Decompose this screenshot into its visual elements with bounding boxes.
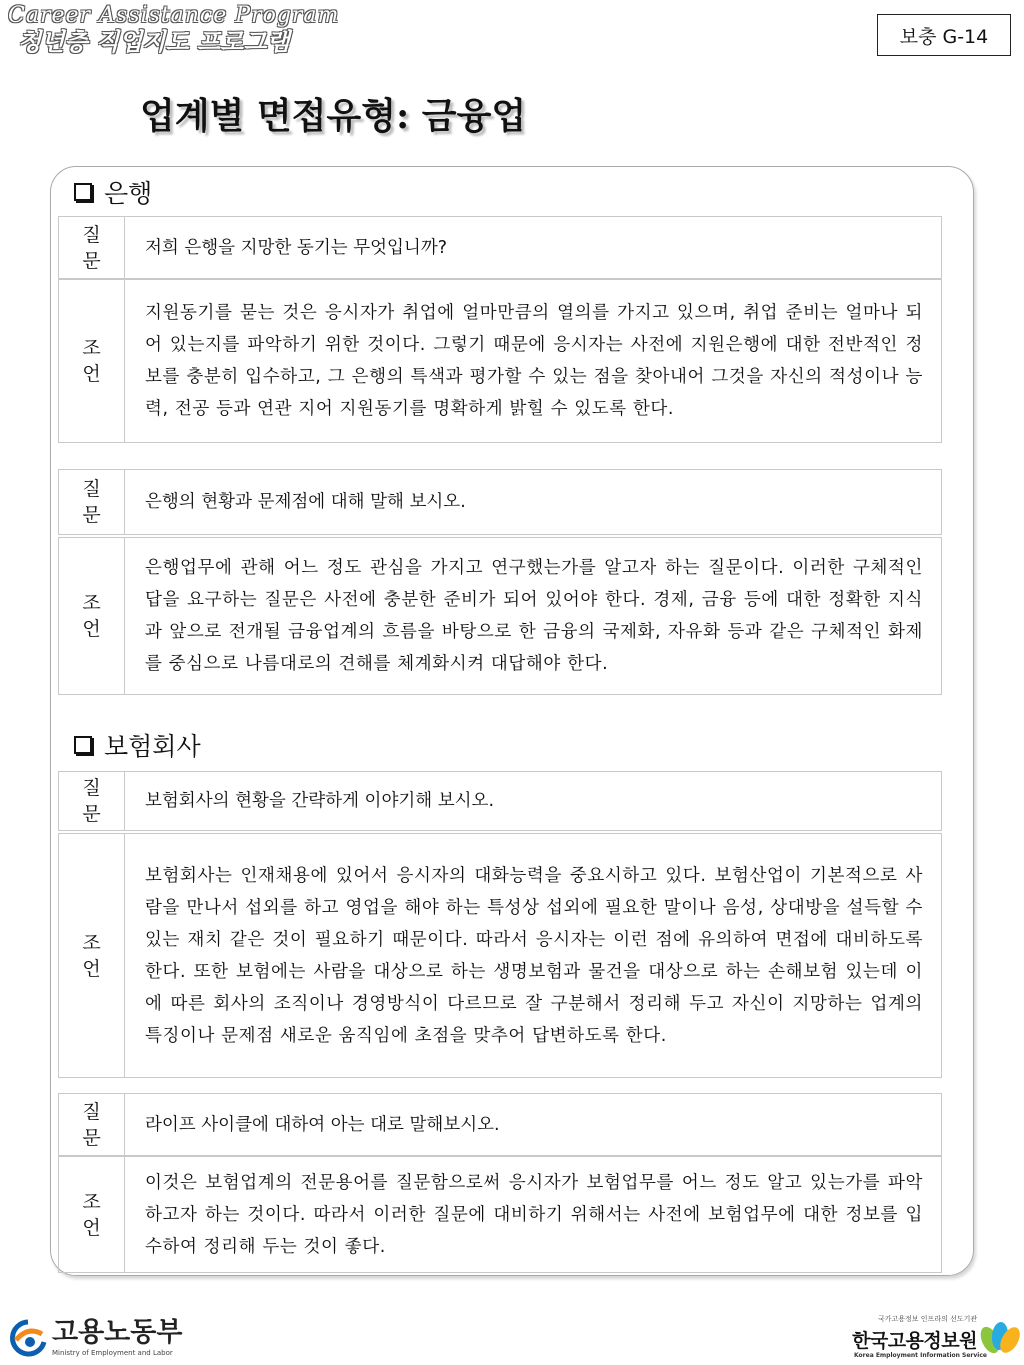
program-brand — [8, 4, 339, 56]
question-label: 질 문 — [59, 1094, 125, 1155]
keis-name: 한국고용정보원 — [852, 1330, 977, 1352]
advice-label: 조 언 — [59, 538, 125, 694]
question-label: 질 문 — [59, 217, 125, 278]
question-text: 보험회사의 현황을 간략하게 이야기해 보시오. — [145, 791, 495, 811]
keis-emblem-icon — [976, 1318, 1022, 1358]
section-heading-text: 은행 — [104, 179, 153, 208]
keis-name-english: Korea Employment Information Service — [854, 1352, 987, 1359]
advice-row — [58, 537, 942, 695]
question-row — [58, 1093, 942, 1156]
moel-logo-group — [8, 1318, 182, 1358]
question-row — [58, 771, 942, 831]
advice-text: 이것은 보험업계의 전문용어를 질문함으로써 응시자가 보험업무를 어느 정도 알고 있는가를 파악하고자 하는 것이다. 따라서 이러한 질문에 대비하기 위해서는 사전에 보험업무에 대한 정보를 입수하여 정리해 두는 것이 좋다. — [145, 1172, 923, 1257]
checkbox-square-icon — [74, 183, 92, 201]
advice-label: 조 언 — [59, 280, 125, 442]
keis-tagline: 국가고용정보 인프라의 선도기관 — [878, 1315, 978, 1323]
advice-label: 조 언 — [59, 834, 125, 1077]
question-text: 라이프 사이클에 대하여 아는 대로 말해보시오. — [145, 1114, 500, 1135]
question-label: 질 문 — [59, 772, 125, 830]
moel-name-english: Ministry of Employment and Labor — [52, 1349, 173, 1357]
advice-label: 조 언 — [59, 1157, 125, 1272]
question-row — [58, 216, 942, 279]
advice-row — [58, 833, 942, 1078]
advice-text: 은행업무에 관해 어느 정도 관심을 가지고 연구했는가를 알고자 하는 질문이다. 이러한 구체적인 답을 요구하는 질문은 사전에 충분한 준비가 되어 있어야 한다. 경제, 금융 등에 대한 정확한 지식과 앞으로 전개될 금융업계의 흐름을 바탕으로 한 금융의 국제화, 자유화 등과 같은 구체적인 화제를 중심으로 나름대로의 견해를 체계화시켜 대답해야 한다. — [145, 558, 923, 674]
document-code-badge: 보충 G-14 — [877, 14, 1011, 56]
checkbox-square-icon — [74, 736, 92, 754]
section-heading-insurance — [74, 727, 201, 763]
advice-row — [58, 279, 942, 443]
section-heading-bank — [74, 174, 152, 210]
moel-emblem-icon — [8, 1318, 48, 1358]
page-title: 업계별 면접유형: 금융업 — [140, 95, 527, 137]
keis-logo-group — [850, 1312, 1024, 1362]
advice-row — [58, 1156, 942, 1273]
brand-english: Career Assistance Program — [8, 3, 340, 28]
brand-korean: 청년층 직업지도 프로그램 — [18, 28, 290, 56]
question-text: 은행의 현황과 문제점에 대해 말해 보시오. — [145, 492, 466, 512]
question-row — [58, 469, 942, 535]
advice-text: 지원동기를 묻는 것은 응시자가 취업에 얼마만큼의 열의를 가지고 있으며, 취업 준비는 얼마나 되어 있는지를 파악하기 위한 것이다. 그렇기 때문에 응시자는 사전에 지원은행에 대한 전반적인 정보를 충분히 입수하고, 그 은행의 특색과 평가할 수 있는 점을 찾아내어 그것을 자신의 적성이나 능력, 전공 등과 연관 지어 지원동기를 명확하게 밝힐 수 있도록 한다. — [145, 303, 923, 419]
question-label: 질 문 — [59, 470, 125, 534]
question-text: 저희 은행을 지망한 동기는 무엇입니까? — [145, 237, 448, 258]
advice-text: 보험회사는 인재채용에 있어서 응시자의 대화능력을 중요시하고 있다. 보험산업이 기본적으로 사람을 만나서 섭외를 하고 영업을 해야 하는 특성상 섭외에 필요한 말이나 음성, 상대방을 설득할 수 있는 재치 같은 것이 필요하기 때문이다. 따라서 응시자는 이런 점에 유의하여 면접에 대비하도록 한다. 또한 보험에는 사람을 대상으로 하는 생명보험과 물건을 대상으로 하는 손해보험 있는데 이에 따른 회사의 조직이나 경영방식이 다르므로 잘 구분해서 정리해 두고 자신이 지망하는 업계의 특징이나 문제점 새로운 움직임에 초점을 맞추어 답변하도록 한다. — [145, 865, 923, 1046]
section-heading-text: 보험회사 — [104, 732, 201, 761]
moel-name: 고용노동부 — [52, 1317, 183, 1348]
